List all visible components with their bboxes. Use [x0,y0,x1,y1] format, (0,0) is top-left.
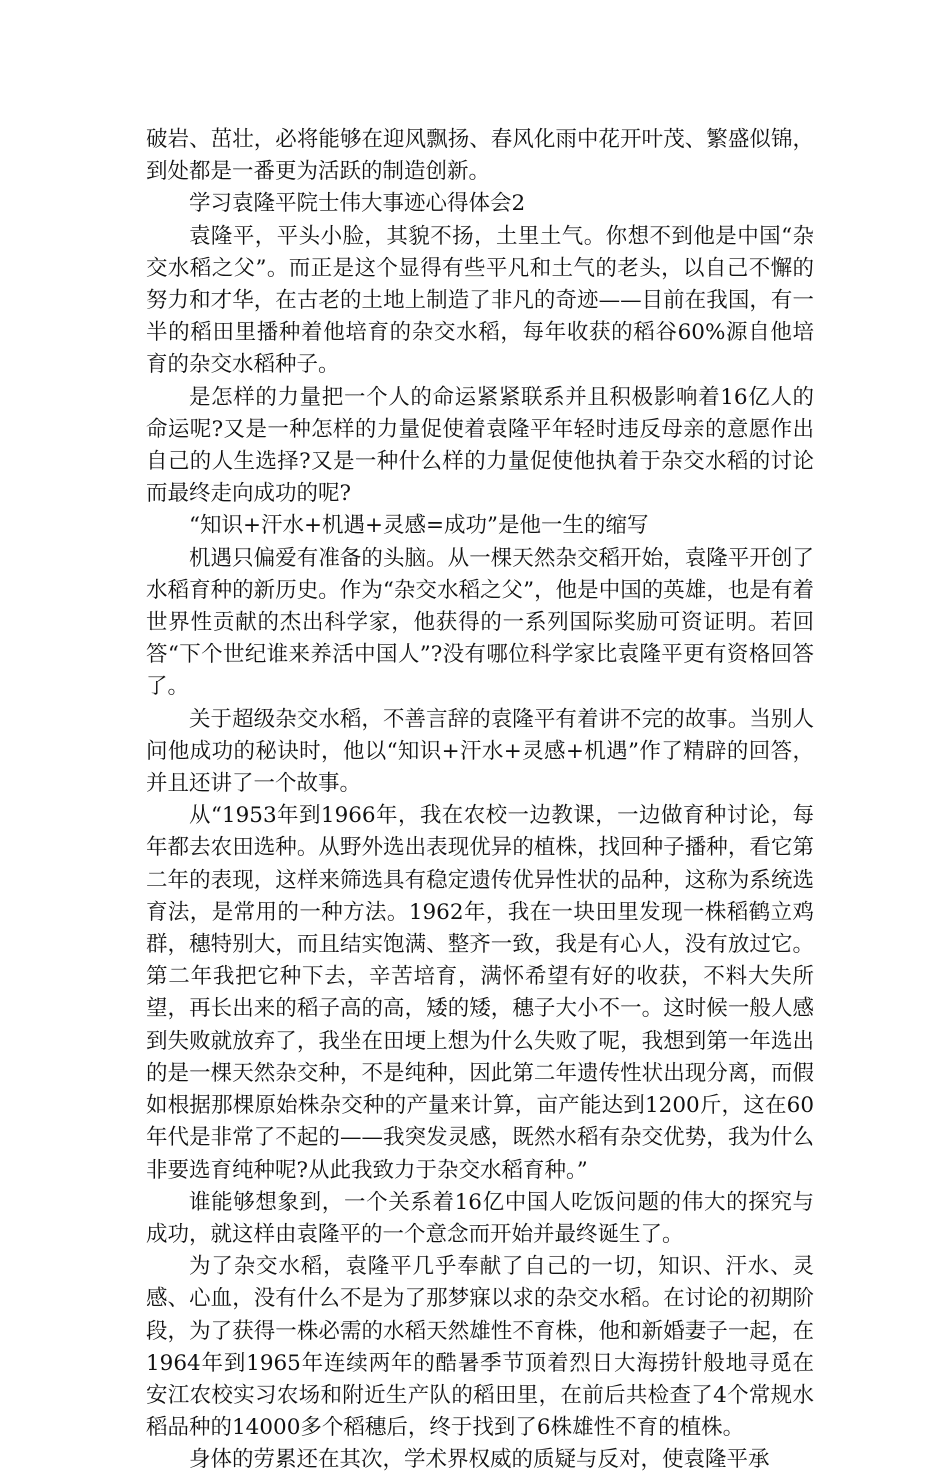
paragraph-secret: 关于超级杂交水稻，不善言辞的袁隆平有着讲不完的故事。当别人问他成功的秘诀时，他以“知识+汗水+灵感+机遇”作了精辟的回答，并且还讲了一个故事。 [146,706,814,797]
paragraph-cutoff: 身体的劳累还在其次，学术界权威的质疑与反对，使袁隆平承 [189,1447,770,1473]
paragraph-intro: 袁隆平，平头小脸，其貌不扬，土里土气。你想不到他是中国“杂交水稻之父”。而正是这个显得有些平凡和土气的老头，以自己不懈的努力和才华，在古老的土地上制造了非凡的奇迹——目前在我国，有一半的稻田里播种着他培育的杂交水稻，每年收获的稻谷60%源自他培育的杂交水稻种子。 [146,223,814,378]
document-page [146,124,814,1477]
paragraph-opportunity: 机遇只偏爱有准备的头脑。从一棵天然杂交稻开始，袁隆平开创了水稻育种的新历史。作为“杂交水稻之父”，他是中国的英雄，也是有着世界性贡献的杰出科学家，他获得的一系列国际奖励可资证明。若回答“下个世纪谁来养活中国人”?没有哪位科学家比袁隆平更有资格回答了。 [146,545,814,700]
section-heading: 学习袁隆平院士伟大事迹心得体会2 [189,191,526,217]
paragraph-imagine: 谁能够想象到，一个关系着16亿中国人吃饭问题的伟大的探究与成功，就这样由袁隆平的一个意念而开始并最终诞生了。 [146,1189,814,1247]
paragraph-story: 从“1953年到1966年，我在农校一边教课，一边做育种讨论，每年都去农田选种。从野外选出表现优异的植株，找回种子播种，看它第二年的表现，这样来筛选具有稳定遗传优异性状的品种，这称为系统选育法，是常用的一种方法。1962年，我在一块田里发现一株稻鹤立鸡群，穗特别大，而且结实饱满、整齐一致，我是有心人，没有放过它。第二年我把它种下去，辛苦培育，满怀希望有好的收获，不料大失所望，再长出来的稻子高的高，矮的矮，穗子大小不一。这时候一般人感到失败就放弃了，我坐在田埂上想为什么失败了呢，我想到第一年选出的是一棵天然杂交种，不是纯种，因此第二年遗传性状出现分离，而假如根据那棵原始株杂交种的产量来计算，亩产能达到1200斤，这在60年代是非常了不起的——我突发灵感，既然水稻有杂交优势，我为什么非要选育纯种呢?从此我致力于杂交水稻育种。” [146,803,814,1183]
subheading-formula: “知识+汗水+机遇+灵感=成功”是他一生的缩写 [189,513,649,539]
paragraph-continuation: 破岩、茁壮，必将能够在迎风飘扬、春风化雨中花开叶茂、繁盛似锦，到处都是一番更为活跃的制造创新。 [146,127,814,185]
paragraph-dedication: 为了杂交水稻，袁隆平几乎奉献了自己的一切，知识、汗水、灵感、心血，没有什么不是为了那梦寐以求的杂交水稻。在讨论的初期阶段，为了获得一株必需的水稻天然雄性不育株，他和新婚妻子一起，在1964年到1965年连续两年的酷暑季节顶着烈日大海捞针般地寻觅在安江农校实习农场和附近生产队的稻田里，在前后共检查了4个常规水稻品种的14000多个稻穗后，终于找到了6株雄性不育的植株。 [146,1254,814,1441]
paragraph-question: 是怎样的力量把一个人的命运紧紧联系并且积极影响着16亿人的命运呢?又是一种怎样的力量促使着袁隆平年轻时违反母亲的意愿作出自己的人生选择?又是一种什么样的力量促使他执着于杂交水稻的讨论而最终走向成功的呢? [146,384,814,507]
